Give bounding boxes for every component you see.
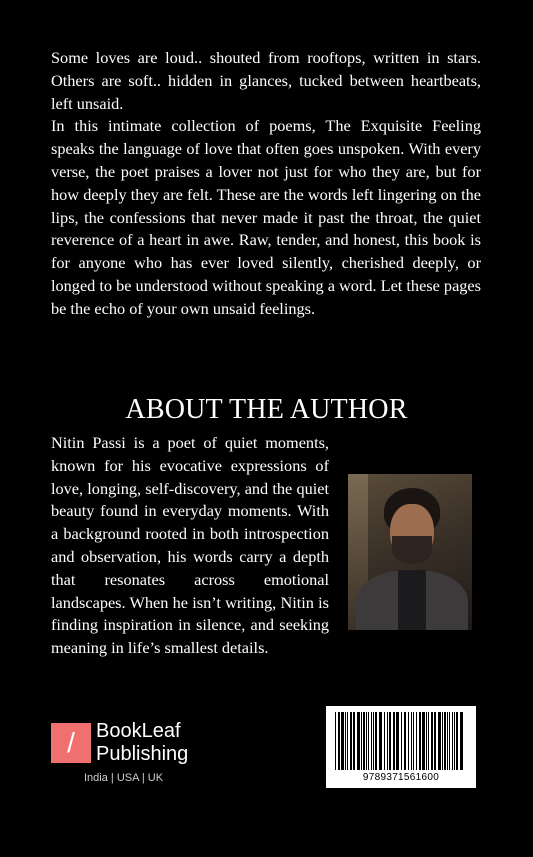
barcode-bar [387, 712, 388, 770]
publisher-logo-icon: / [51, 723, 91, 763]
barcode-bar [416, 712, 417, 770]
barcode-bar [401, 712, 402, 770]
back-cover-blurb [51, 47, 481, 321]
barcode-bar [347, 712, 348, 770]
publisher-name-line1: BookLeaf [96, 720, 181, 742]
barcode-bar [404, 712, 406, 770]
author-bio: Nitin Passi is a poet of quiet moments, known for his evocative expressions of love, longing, self-discovery, and the quiet beauty found in everyday moments. With a background rooted in both introspection and observation, his words carry a depth that resonates across emotional landscapes. When he isn’t writing, Nitin is finding inspiration in silence, and seeking meaning in life’s smallest details. [51, 433, 329, 658]
blurb-paragraph-2: In this intimate collection of poems, The Exquisite Feeling speaks the language of love that often goes unspoken. With every verse, the poet praises a lover not just for who they are, but for how deeply they are felt. These are the words left lingering on the lips, the confessions that never made it past the throat, the quiet reverence of a heart in awe. Raw, tender, and honest, this book is for anyone who has ever loved silently, cherished deeply, or longed to be understood without speaking a word. Let these pages be the echo of your own unsaid feelings. [51, 116, 481, 318]
barcode-bar [363, 712, 365, 770]
barcode-bar [373, 712, 374, 770]
barcode-bar [338, 712, 340, 770]
isbn-number: 9789371561600 [362, 772, 440, 783]
barcode-bar [350, 712, 352, 770]
barcode-bar [438, 712, 441, 770]
barcode-bar [449, 712, 450, 770]
barcode-bar [353, 712, 355, 770]
barcode-bar [375, 712, 377, 770]
barcode-bar [413, 712, 414, 770]
blurb-paragraph-1: Some loves are loud.. shouted from rooftops, written in stars. Others are soft.. hidden in glances, tucked between heartbeats, left unsaid. [51, 48, 481, 113]
author-photo [348, 474, 472, 630]
barcode-bar [428, 712, 429, 770]
barcode-bar [408, 712, 409, 770]
barcode-bar [389, 712, 391, 770]
barcode-bar [447, 712, 448, 770]
publisher-name-line2: Publishing [96, 743, 189, 765]
barcode-bar [456, 712, 458, 770]
barcode-bar [454, 712, 455, 770]
barcode-bar [335, 712, 336, 770]
barcode-bar [345, 712, 346, 770]
barcode-bar [444, 712, 446, 770]
barcode-bar [379, 712, 382, 770]
barcode-bar [357, 712, 360, 770]
barcode-bar [371, 712, 372, 770]
barcode-bar [434, 712, 436, 770]
barcode [326, 706, 476, 788]
barcode-bar [411, 712, 412, 770]
barcode-bar [442, 712, 443, 770]
barcode-bar [431, 712, 433, 770]
barcode-bar [396, 712, 399, 770]
barcode-bar [419, 712, 421, 770]
barcode-bar [460, 712, 463, 770]
barcode-bar [393, 712, 395, 770]
barcode-bar [426, 712, 427, 770]
publisher-countries: India | USA | UK [84, 772, 164, 784]
barcode-bar [341, 712, 344, 770]
barcode-bar [368, 712, 369, 770]
barcode-bar [384, 712, 385, 770]
barcode-bars [335, 712, 467, 770]
barcode-bar [452, 712, 453, 770]
barcode-bar [422, 712, 425, 770]
barcode-bar [361, 712, 362, 770]
about-author-heading: ABOUT THE AUTHOR [125, 394, 408, 425]
barcode-bar [366, 712, 367, 770]
